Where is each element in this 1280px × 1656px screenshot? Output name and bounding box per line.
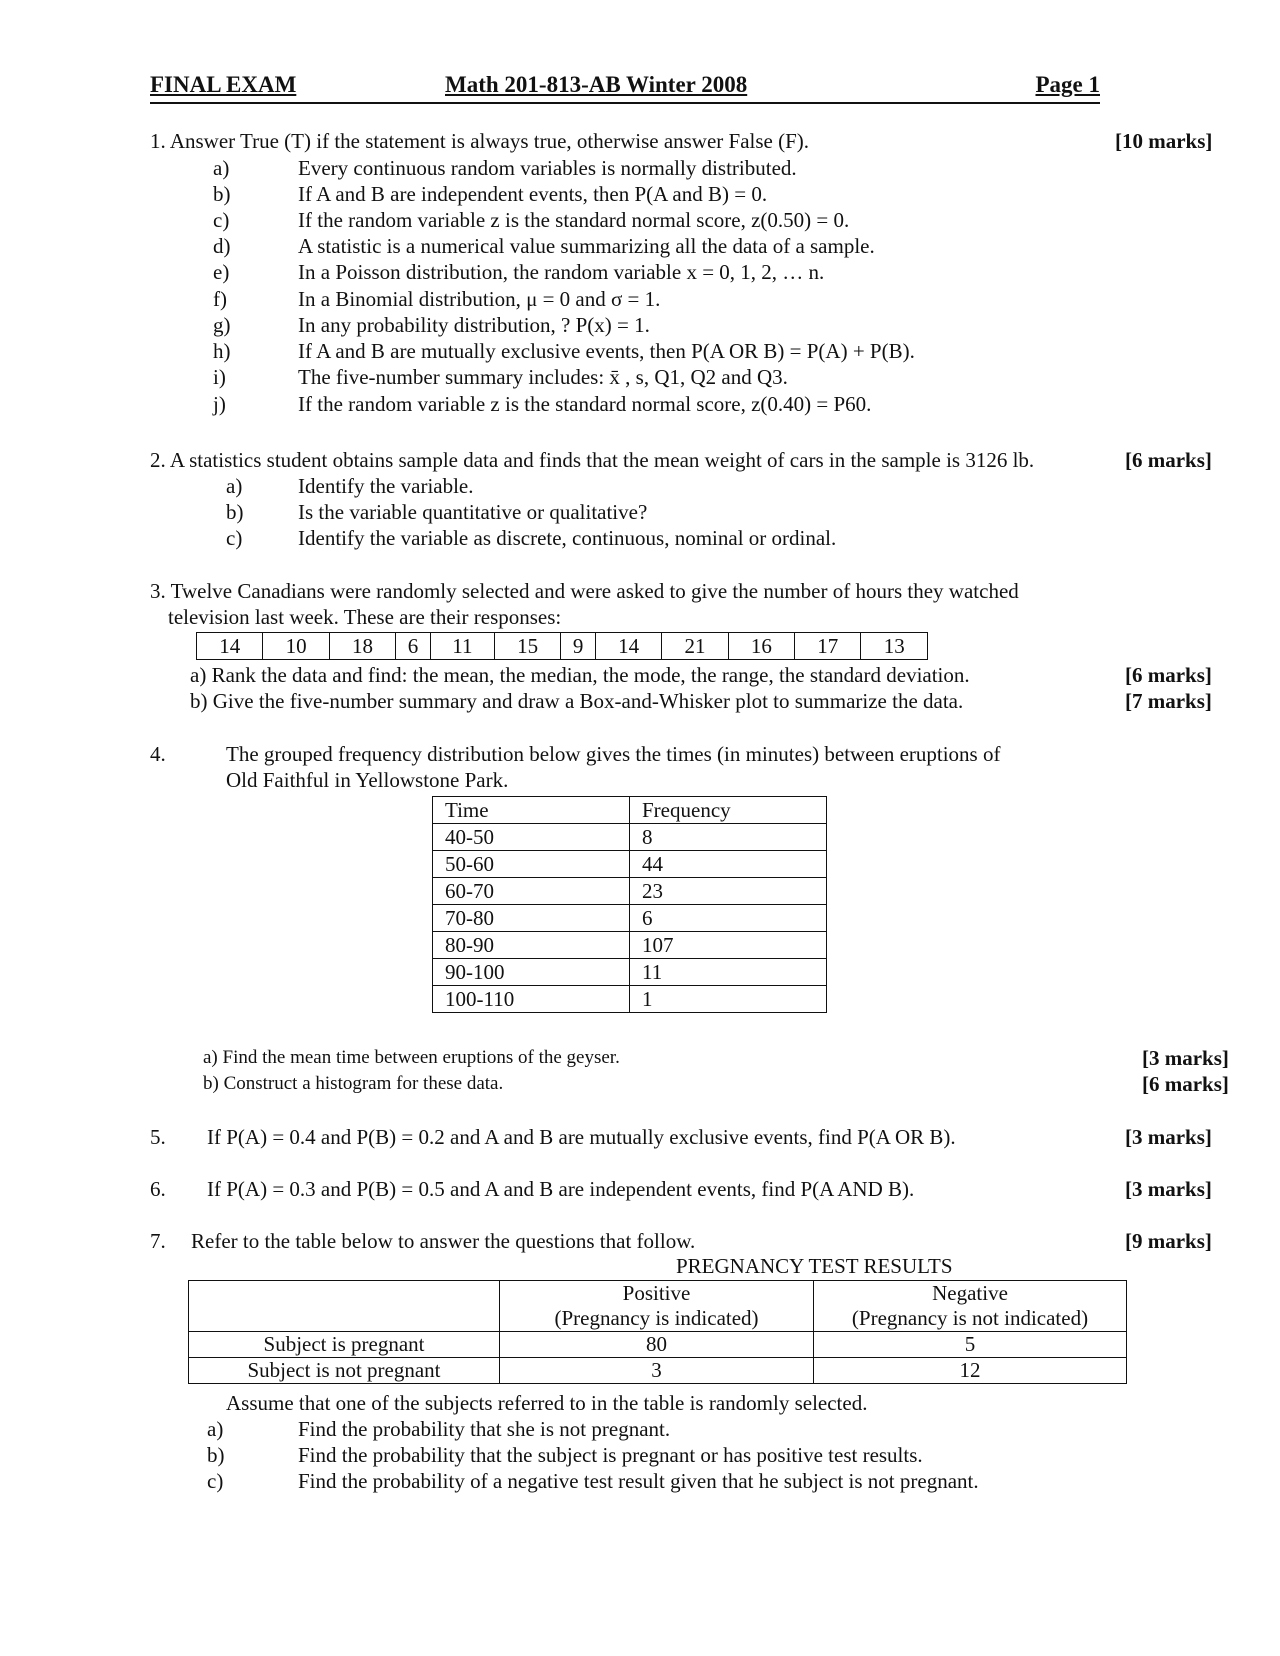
q2-letter: a) <box>226 474 243 498</box>
q1-letter: h) <box>213 339 231 363</box>
data-cell: 17 <box>795 633 861 660</box>
q1-item-text: If A and B are mutually exclusive events, then P(A OR B) = P(A) + P(B). <box>298 339 915 363</box>
frequency-cell: 44 <box>630 851 827 878</box>
frequency-cell: 1 <box>630 986 827 1013</box>
frequency-table <box>432 796 827 1013</box>
q1-letter: i) <box>213 365 226 389</box>
time-cell: 90-100 <box>433 959 630 986</box>
q7-stem: Refer to the table below to answer the questions that follow. <box>191 1229 696 1253</box>
q7-letter: a) <box>207 1417 224 1441</box>
row-label: Subject is pregnant <box>189 1332 500 1358</box>
negative-sublabel: (Pregnancy is not indicated) <box>851 1306 1089 1330</box>
q7-letter: b) <box>207 1443 225 1467</box>
frequency-cell: 11 <box>630 959 827 986</box>
q7-item-text: Find the probability of a negative test result given that he subject is not pregnant. <box>298 1469 979 1493</box>
time-cell: 50-60 <box>433 851 630 878</box>
data-cell: 6 <box>396 633 431 660</box>
q2-marks: [6 marks] <box>1125 448 1212 472</box>
q1-item-text: If the random variable z is the standard normal score, z(0.50) = 0. <box>298 208 850 232</box>
data-cell: 18 <box>329 633 395 660</box>
data-cell: 15 <box>494 633 560 660</box>
row-label: Subject is not pregnant <box>189 1358 500 1384</box>
pregnancy-table-title: PREGNANCY TEST RESULTS <box>676 1254 953 1278</box>
pregnancy-table <box>188 1280 1127 1384</box>
q1-letter: f) <box>213 287 227 311</box>
table-cell: 5 <box>814 1332 1127 1358</box>
q1-letter: c) <box>213 208 230 232</box>
q1-item-text: If the random variable z is the standard normal score, z(0.40) = P60. <box>298 392 872 416</box>
q2-item-text: Identify the variable. <box>298 474 474 498</box>
q1-item-text: A statistic is a numerical value summarizing all the data of a sample. <box>298 234 875 258</box>
page-header <box>150 72 1100 104</box>
q2-item-text: Identify the variable as discrete, continuous, nominal or ordinal. <box>298 526 837 550</box>
q5-text: If P(A) = 0.4 and P(B) = 0.2 and A and B are mutually exclusive events, find P(A OR B). <box>207 1125 956 1149</box>
q7-assumption: Assume that one of the subjects referred to in the table is randomly selected. <box>226 1391 868 1415</box>
data-cell: 11 <box>430 633 494 660</box>
data-cell: 14 <box>197 633 263 660</box>
q4-number: 4. <box>150 742 166 766</box>
q3-stem-line1: 3. Twelve Canadians were randomly selected and were asked to give the number of hours they watched <box>150 579 1019 603</box>
frequency-cell: 6 <box>630 905 827 932</box>
table-cell: 3 <box>500 1358 814 1384</box>
positive-label: Positive <box>622 1281 691 1305</box>
frequency-cell: 23 <box>630 878 827 905</box>
q1-item-text: In any probability distribution, ? P(x) = 1. <box>298 313 650 337</box>
frequency-cell: 8 <box>630 824 827 851</box>
empty-header-cell <box>189 1281 500 1332</box>
time-cell: 100-110 <box>433 986 630 1013</box>
q4-b-marks: [6 marks] <box>1142 1072 1229 1096</box>
negative-label: Negative <box>932 1281 1008 1305</box>
q7-marks: [9 marks] <box>1125 1229 1212 1253</box>
frequency-cell: 107 <box>630 932 827 959</box>
q4-stem-line2: Old Faithful in Yellowstone Park. <box>226 768 509 792</box>
time-cell: 60-70 <box>433 878 630 905</box>
data-cell: 16 <box>728 633 794 660</box>
q7-letter: c) <box>207 1469 224 1493</box>
q1-item-text: In a Binomial distribution, μ = 0 and σ = 1. <box>298 287 661 311</box>
q1-item-text: Every continuous random variables is normally distributed. <box>298 156 797 180</box>
q3-part-a: a) Rank the data and find: the mean, the median, the mode, the range, the standard deviation. <box>190 663 970 687</box>
q4-part-a: a) Find the mean time between eruptions of the geyser. <box>203 1047 620 1068</box>
q2-stem: 2. A statistics student obtains sample data and finds that the mean weight of cars in the sample is 3126 lb. <box>150 448 1035 472</box>
q3-stem-line2: television last week. These are their responses: <box>168 605 562 629</box>
q7-item-text: Find the probability that the subject is pregnant or has positive test results. <box>298 1443 923 1467</box>
q1-letter: j) <box>213 392 226 416</box>
q2-item-text: Is the variable quantitative or qualitative? <box>298 500 648 524</box>
q3-data-table <box>196 632 928 660</box>
column-header-positive <box>500 1281 814 1332</box>
q1-item-text: If A and B are independent events, then P(A and B) = 0. <box>298 182 768 206</box>
data-cell: 14 <box>595 633 661 660</box>
q1-item-text: The five-number summary includes: x̄ , s, Q1, Q2 and Q3. <box>298 365 788 389</box>
q2-letter: b) <box>226 500 244 524</box>
q3-a-marks: [6 marks] <box>1125 663 1212 687</box>
q3-b-marks: [7 marks] <box>1125 689 1212 713</box>
data-cell: 13 <box>861 633 928 660</box>
q6-marks: [3 marks] <box>1125 1177 1212 1201</box>
q2-letter: c) <box>226 526 243 550</box>
q3-part-b: b) Give the five-number summary and draw a Box-and-Whisker plot to summarize the data. <box>190 689 964 713</box>
positive-sublabel: (Pregnancy is indicated) <box>554 1306 759 1330</box>
q5-marks: [3 marks] <box>1125 1125 1212 1149</box>
q7-item-text: Find the probability that she is not pregnant. <box>298 1417 671 1441</box>
data-cell: 9 <box>561 633 596 660</box>
table-cell: 12 <box>814 1358 1127 1384</box>
q1-letter: b) <box>213 182 231 206</box>
exam-title: FINAL EXAM <box>150 72 297 97</box>
column-header-negative <box>814 1281 1127 1332</box>
q1-letter: a) <box>213 156 230 180</box>
table-cell: 80 <box>500 1332 814 1358</box>
q1-letter: d) <box>213 234 231 258</box>
q7-number: 7. <box>150 1229 166 1253</box>
q1-letter: g) <box>213 313 231 337</box>
column-header-time: Time <box>433 797 630 824</box>
time-cell: 70-80 <box>433 905 630 932</box>
q1-marks: [10 marks] <box>1115 129 1213 153</box>
page-number: Page 1 <box>1035 72 1100 97</box>
course-title: Math 201-813-AB Winter 2008 <box>445 72 748 97</box>
q6-text: If P(A) = 0.3 and P(B) = 0.5 and A and B are independent events, find P(A AND B). <box>207 1177 915 1201</box>
q4-a-marks: [3 marks] <box>1142 1046 1229 1070</box>
q4-stem-line1: The grouped frequency distribution below gives the times (in minutes) between eruptions of <box>226 742 1001 766</box>
data-cell: 10 <box>263 633 329 660</box>
q6-number: 6. <box>150 1177 166 1201</box>
data-cell: 21 <box>662 633 728 660</box>
q4-part-b: b) Construct a histogram for these data. <box>203 1073 504 1094</box>
column-header-frequency: Frequency <box>630 797 827 824</box>
q1-stem: 1. Answer True (T) if the statement is always true, otherwise answer False (F). <box>150 129 810 153</box>
time-cell: 80-90 <box>433 932 630 959</box>
q1-item-text: In a Poisson distribution, the random variable x = 0, 1, 2, … n. <box>298 260 825 284</box>
time-cell: 40-50 <box>433 824 630 851</box>
q5-number: 5. <box>150 1125 166 1149</box>
q1-letter: e) <box>213 260 230 284</box>
